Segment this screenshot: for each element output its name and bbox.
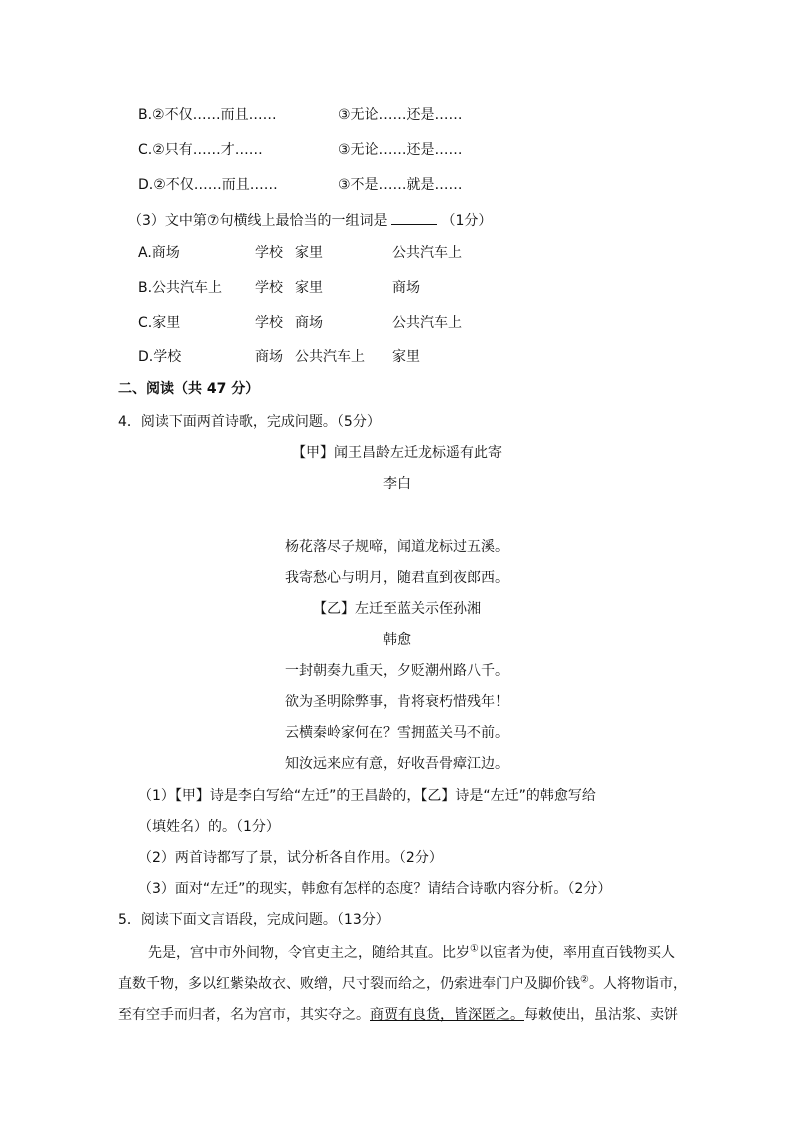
passage-text: 至有空手而归者，名为宫市，其实夺之。 [118,1007,370,1023]
sub3-option-word: 商场 [295,315,323,331]
q5-stem: 5．阅读下面文言语段，完成问题。（13分） [118,912,390,928]
option-c-part2: ③无论……还是…… [338,142,463,158]
passage-text: 先是，宫中市外间物，令官吏主之，随给其直。比岁 [148,945,470,961]
poem-a-line: 我寄愁心与明月，随君直到夜郎西。 [285,570,509,586]
sub3-option-word: 商场 [255,349,283,365]
poem-a-author: 李白 [383,476,411,492]
sub3-option-word: 商场 [392,280,420,296]
q5-passage-line [118,1006,678,1024]
q3-sub3-text: （3）文中第⑦句横线上最恰当的一组词是 [128,213,388,229]
q4-sub1-line1: （1）【甲】诗是李白写给“左迁”的王昌龄的，【乙】诗是“左迁”的韩愈写给 [138,788,596,804]
q5-passage-line [148,944,675,962]
poem-a-line: 杨花落尽子规啼，闻道龙标过五溪。 [285,539,509,555]
q4-sub2: （2）两首诗都写了景，试分析各自作用。（2分） [138,850,443,866]
q3-sub3-score: （1分） [441,213,493,229]
q3-sub3-stem [128,210,492,230]
sub3-option-word: 公共汽车上 [392,245,462,261]
option-b-part2: ③无论……还是…… [338,107,463,123]
passage-text: 。人将物诣市， [588,976,687,992]
option-c-part1: C.②只有……才…… [138,142,263,158]
sub3-option-word: 家里 [392,349,420,365]
sub3-option-label: C.家里 [138,315,181,331]
footnote-marker: ② [580,974,589,986]
poem-b-line: 欲为圣明除弊事，肯将衰朽惜残年！ [285,694,509,710]
footnote-marker: ① [470,943,479,955]
passage-text: 以宦者为使，率用直百钱物买人 [478,945,675,961]
sub3-option-word: 学校 [255,280,283,296]
sub3-option-word: 家里 [295,280,323,296]
poem-b-title: 【乙】左迁至蓝关示侄孙湘 [313,601,481,617]
poem-b-author: 韩愈 [383,632,411,648]
q5-passage-line [118,975,687,993]
option-b-part1: B.②不仅……而且…… [138,107,277,123]
sub3-option-label: B.公共汽车上 [138,280,223,296]
q4-stem: 4．阅读下面两首诗歌，完成问题。（5分） [118,414,381,430]
poem-b-line: 一封朝奏九重天，夕贬潮州路八千。 [285,663,509,679]
sub3-option-word: 家里 [295,245,323,261]
underlined-sentence: 商贾有良货，皆深匿之。 [370,1007,524,1023]
sub3-option-word: 学校 [255,245,283,261]
answer-blank [391,210,437,225]
option-d-part1: D.②不仅……而且…… [138,177,278,193]
sub3-option-label: A.商场 [138,245,180,261]
q4-sub1-line2: （填姓名）的。（1分） [138,819,280,835]
sub3-option-word: 公共汽车上 [295,349,365,365]
poem-b-line: 云横秦岭家何在？雪拥蓝关马不前。 [285,725,509,741]
option-d-part2: ③不是……就是…… [338,177,463,193]
passage-text: 每敕使出，虽沽浆、卖饼 [524,1007,678,1023]
sub3-option-word: 学校 [255,315,283,331]
sub3-option-word: 公共汽车上 [392,315,462,331]
passage-text: 直数千物，多以红紫染故衣、败缯，尺寸裂而给之，仍索进奉门户及脚价钱 [118,976,580,992]
section-heading: 二、阅读（共 47 分） [118,381,260,397]
q4-sub3: （3）面对“左迁”的现实，韩愈有怎样的态度？请结合诗歌内容分析。（2分） [138,881,612,897]
poem-b-line: 知汝远来应有意，好收吾骨瘴江边。 [285,756,509,772]
poem-a-title: 【甲】闻王昌龄左迁龙标遥有此寄 [292,445,502,461]
sub3-option-label: D.学校 [138,349,182,365]
